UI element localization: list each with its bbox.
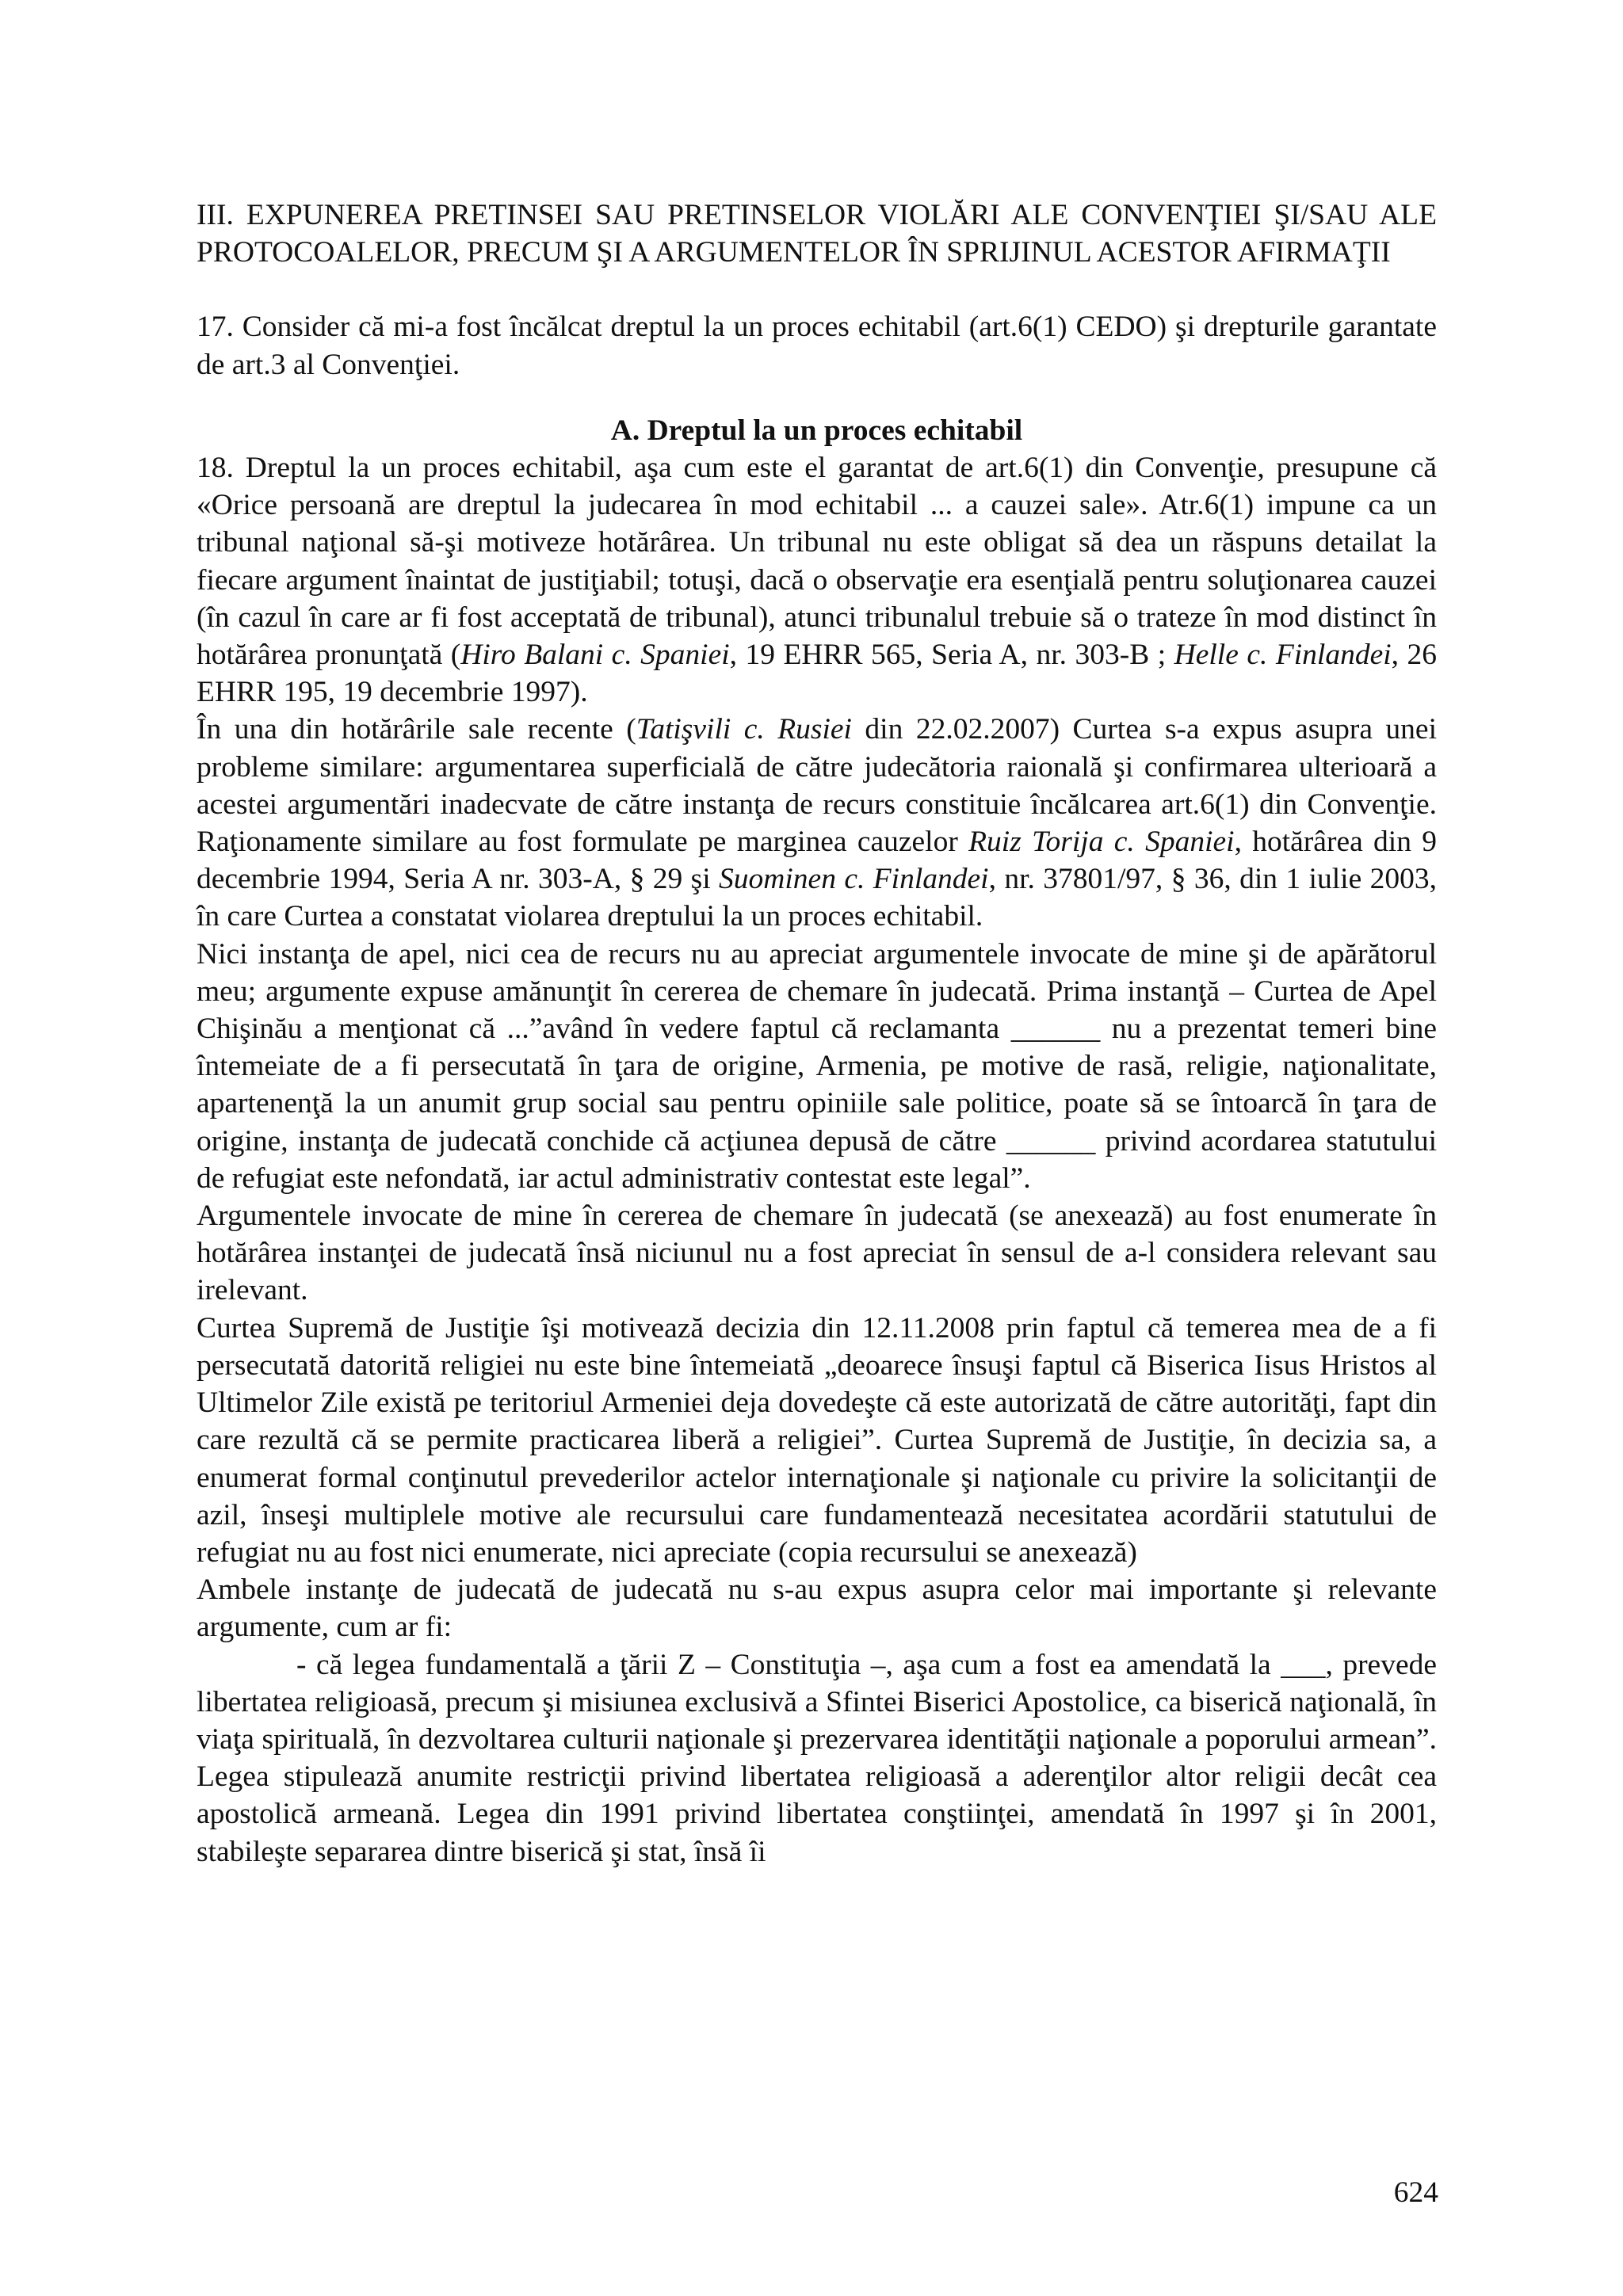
section-heading: III. EXPUNEREA PRETINSEI SAU PRETINSELOR VIOLĂRI ALE CONVENŢIEI ŞI/SAU ALE PROTOCOALELOR, PRECUM ŞI A ARGUMENTELOR ÎN SPRIJINUL ACESTOR AFIRMAŢII [197,199,1437,269]
paragraph-constitution: - că legea fundamentală a ţării Z – Constituţia –, aşa cum a fost ea amendată la ___, prevede libertatea religioasă, precum şi misiunea exclusivă a Sfintei Biserici Apostolice, ca biserică naţională, în viaţa spirituală, în dezvoltarea culturii naţionale şi prezervarea identităţii naţionale a poporului armean”. Legea stipulează anumite restricţii privind libertatea religioasă a aderenţilor altor religii decât cea apostolică armeană. Legea din 1991 privind libertatea conştiinţei, amendată în 1997 şi în 2001, stabileşte separarea dintre biserică şi stat, însă îi [197,1648,1437,1868]
paragraph-case-law [197,711,1437,935]
text-run: , hotărârea din 9 decembrie 1994, Seria A nr. 303-A, § 29 şi [197,826,1438,896]
text-run: , 26 EHRR 195, 19 decembrie 1997). [197,639,1437,709]
document-body [197,196,1437,1871]
paragraph-both-instances: Ambele instanţe de judecată de judecată nu s-au expus asupra celor mai importante şi relevante argumente, cum ar fi: [197,1573,1437,1644]
paragraph-supreme-court: Curtea Supremă de Justiţie îşi motivează decizia din 12.11.2008 prin faptul că temerea mea de a fi persecutată datorită religiei nu este bine întemeiată „deoarece însuşi faptul că Biserica Iisus Hristos al Ultimelor Zile există pe teritoriul Armeniei deja dovedeşte că este autorizată de către autorităţi, fapt din care rezultă că se permite practicarea liberă a religiei”. Curtea Supremă de Justiţie, în decizia sa, a enumerat formal conţinutul prevederilor actelor internaţionale şi naţionale cu privire la solicitanţii de azil, înseşi multiplele motive ale recursului care fundamentează necesitatea acordării statutului de refugiat nu au fost nici enumerate, nici apreciate (copia recursului se anexează) [197,1311,1437,1569]
case-citation: Ruiz Torija c. Spaniei [968,826,1235,859]
paragraph-appeal-courts: Nici instanţa de apel, nici cea de recurs nu au apreciat argumentele invocate de mine şi de apărătorul meu; argumente expuse amănunţit în cererea de chemare în judecată. Prima instanţă – Curtea de Apel Chişinău a menţionat că ...”având în vedere faptul că reclamanta ______ nu a prezentat temeri bine întemeiate de a fi persecutată în ţara de origine, Armenia, pe motive de rasă, religie, naţionalitate, apartenenţă la un anumit grup social sau pentru opiniile sale politice, poate să se întoarcă în ţara de origine, instanţa de judecată conchide că acţiunea depusă de către ______ privind acordarea statutului de refugiat este nefondată, iar actul administrativ contestat este legal”. [197,937,1437,1195]
spacer [197,271,1437,308]
text-run: , nr. 37801/97, § 36, din 1 iulie 2003, în care Curtea a constatat violarea dreptului la un proces echitabil. [197,863,1437,933]
case-citation: Suominen c. Finlandei [719,863,989,896]
case-citation: Hiro Balani c. Spaniei [460,639,730,672]
page-number: 624 [1393,2176,1438,2209]
text-run: 18. Dreptul la un proces echitabil, aşa cum este el garantat de art.6(1) din Convenţie, presupune că «Orice persoană are dreptul la judecarea în mod echitabil ... a cauzei sale». Atr.6(1) impune ca un tribunal naţional să-şi motiveze hotărârea. Un tribunal nu este obligat să dea un răspuns detailat la fiecare argument înaintat de justiţiabil; totuşi, dacă o observaţie era esenţială pentru soluţionarea cauzei (în cazul în care ar fi fost acceptată de tribunal), atunci tribunalul trebuie să o trateze în mod distinct în hotărârea pronunţată ( [197,452,1437,672]
text-run: În una din hotărârile sale recente ( [197,713,636,746]
case-citation: Tatişvili c. Rusiei [636,713,852,746]
paragraph-arguments: Argumentele invocate de mine în cererea de chemare în judecată (se anexează) au fost enumerate în hotărârea instanţei de judecată însă niciunul nu a fost apreciat în sensul de a-l considera relevant sau irelevant. [197,1199,1437,1307]
paragraph-18 [197,449,1437,711]
paragraph-17: 17. Consider că mi-a fost încălcat dreptul la un proces echitabil (art.6(1) CEDO) şi drepturile garantate de art.3 al Convenţiei. [197,311,1437,381]
text-run: , 19 EHRR 565, Seria A, nr. 303-B ; [729,639,1174,672]
text-run: din 22.02.2007) Curtea s-a expus asupra unei probleme similare: argumentarea superficială de către judecătoria raională şi confirmarea ulterioară a acestei argumentări inadecvate de către instanţa de recurs constituie încălcarea art.6(1) din Convenţie. Raţionamente similare au fost formulate pe marginea cauzelor [197,713,1437,859]
subheading-fair-trial: A. Dreptul la un proces echitabil [610,414,1023,447]
case-citation: Helle c. Finlandei [1174,639,1392,672]
